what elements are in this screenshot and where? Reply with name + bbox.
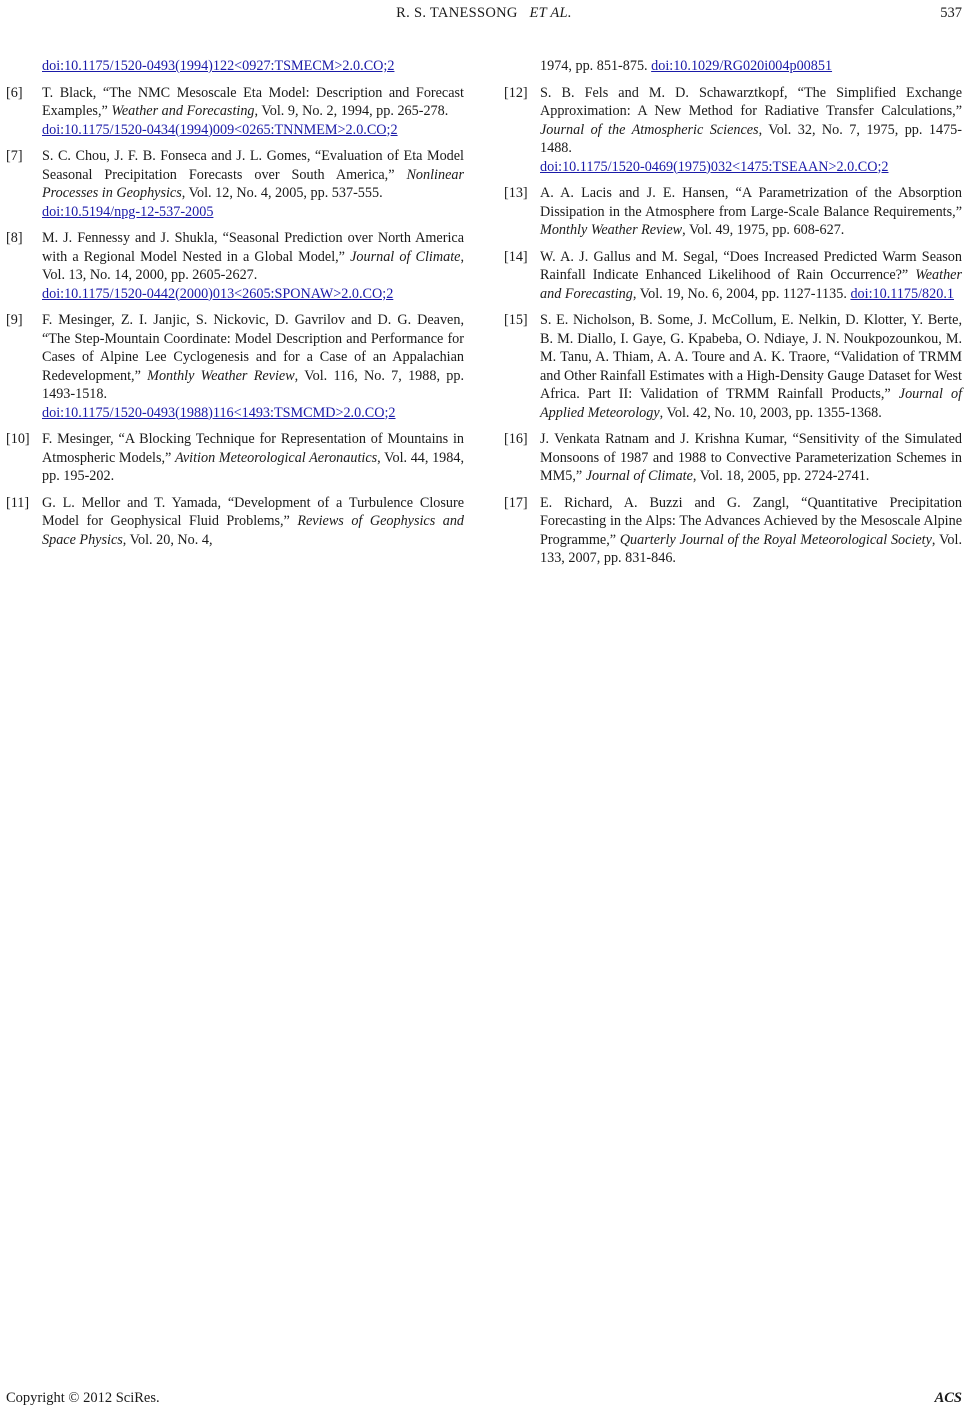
reference-item <box>504 184 962 240</box>
reference-body <box>540 184 962 240</box>
reference-item <box>504 311 962 422</box>
reference-item <box>6 430 464 486</box>
reference-item <box>504 248 962 304</box>
reference-body <box>540 430 962 486</box>
reference-details: , Vol. 42, No. 10, 2003, pp. 1355-1368. <box>659 404 882 421</box>
reference-number: [17] <box>504 494 528 511</box>
reference-details: , Vol. 49, 1975, pp. 608-627. <box>682 222 845 238</box>
journal-abbrev: ACS <box>934 1390 962 1406</box>
reference-authors-title: A. A. Lacis and J. E. Hansen, “A Parametrization of the Absorption Dissipation in the Atmosphere from Large-Scale Balance Requirements,” <box>540 185 962 220</box>
doi-link[interactable]: doi:10.1175/820.1 <box>850 285 954 302</box>
reference-journal: Monthly Weather Review <box>540 222 683 238</box>
page-header <box>0 4 968 24</box>
reference-journal: Avition Meteorological Aeronautics <box>174 449 378 466</box>
reference-number: [14] <box>504 248 528 265</box>
reference-authors-title: F. Mesinger, “A Blocking Technique for Representation of Mountains in Atmospheric Models,” <box>42 431 464 466</box>
reference-body <box>540 311 962 422</box>
reference-body <box>540 84 962 177</box>
reference-number: [13] <box>504 185 528 201</box>
reference-journal: Quarterly Journal of the Royal Meteorological Society <box>619 531 932 548</box>
reference-details: , Vol. 13, No. 14, 2000, pp. 2605-2627. <box>42 248 464 283</box>
reference-details: , Vol. 12, No. 4, 2005, pp. 537-555. <box>181 185 383 201</box>
reference-authors-title: E. Richard, A. Buzzi and G. Zangl, “Quantitative Precipitation Forecasting in the Alps: The Advances Achieved by the Mesoscale Alpine Programme,” <box>540 494 962 548</box>
reference-item <box>6 147 464 221</box>
reference-details: , Vol. 9, No. 2, 1994, pp. 265-278. <box>254 103 449 119</box>
reference-details: , Vol. 32, No. 7, 1975, pp. 1475-1488. <box>540 121 962 156</box>
reference-item <box>6 84 464 140</box>
reference-authors-title: W. A. J. Gallus and M. Segal, “Does Increased Predicted Warm Season Rainfall Indicate Enhanced Likelihood of Rain Occurrence?” <box>540 248 962 283</box>
reference-journal: Journal of Climate <box>350 248 461 265</box>
reference-journal: Journal of Climate <box>585 468 693 484</box>
reference-item <box>504 494 962 568</box>
reference-authors-title: T. Black, “The NMC Mesoscale Eta Model: Description and Forecast Examples,” <box>42 84 464 119</box>
running-head-author: R. S. TANESSONG <box>396 5 518 21</box>
reference-details: , Vol. 20, No. 4, <box>122 531 213 548</box>
page-footer <box>6 1389 962 1409</box>
reference-authors-title: J. Venkata Ratnam and J. Krishna Kumar, “Sensitivity of the Simulated Monsoons of 1987 and 1988 to Convective Parameterization Schemes in MM5,” <box>540 431 962 484</box>
reference-details: , Vol. 19, No. 6, 2004, pp. 1127-1135. <box>632 285 851 302</box>
reference-item <box>504 84 962 177</box>
reference-body <box>42 311 464 422</box>
reference-number: [16] <box>504 431 528 447</box>
doi-link[interactable]: doi:10.1175/1520-0493(1994)122<0927:TSMECM>2.0.CO;2 <box>42 58 395 74</box>
continued-reference <box>6 57 464 76</box>
reference-journal: Weather and Forecasting <box>111 103 255 119</box>
reference-item <box>504 430 962 486</box>
reference-journal: Weather and Forecasting <box>540 267 962 302</box>
doi-link[interactable]: doi:10.5194/npg-12-537-2005 <box>42 203 214 220</box>
reference-body <box>540 494 962 568</box>
running-head-etal: ET AL. <box>529 5 572 21</box>
reference-authors-title: F. Mesinger, Z. I. Janjic, S. Nickovic, D. Gavrilov and D. G. Deaven, “The Step-Mountain Coordinate: Model Description and Performance for Cases of Alpine Lee Cyclogenesis and for a Case of an Appalachian Redevelopment,” <box>42 312 464 384</box>
reference-number: [9] <box>6 312 23 328</box>
reference-authors-title: S. C. Chou, J. F. B. Fonseca and J. L. Gomes, “Evaluation of Eta Model Seasonal Precipitation Forecasts over South America,” <box>42 148 464 183</box>
copyright-notice: Copyright © 2012 SciRes. <box>6 1390 160 1406</box>
reference-body <box>42 229 464 303</box>
reference-details: , Vol. 18, 2005, pp. 2724-2741. <box>692 468 870 484</box>
reference-number: [11] <box>6 494 30 511</box>
running-head <box>0 4 968 23</box>
reference-journal: Nonlinear Processes in Geophysics <box>42 166 464 201</box>
reference-details: , Vol. 116, No. 7, 1988, pp. 1493-1518. <box>42 367 464 402</box>
doi-link[interactable]: doi:10.1175/1520-0442(2000)013<2605:SPONAW>2.0.CO;2 <box>42 285 394 302</box>
reference-journal: Reviews of Geophysics and Space Physics <box>42 513 465 548</box>
reference-details: , Vol. 133, 2007, pp. 831-846. <box>540 531 962 566</box>
reference-body <box>42 494 464 550</box>
reference-item <box>6 311 464 422</box>
reference-number: [7] <box>6 148 23 164</box>
reference-body <box>42 147 464 221</box>
doi-link[interactable]: doi:10.1175/1520-0493(1988)116<1493:TSMCMD>2.0.CO;2 <box>42 404 396 421</box>
doi-link[interactable]: doi:10.1175/1520-0434(1994)009<0265:TNNMEM>2.0.CO;2 <box>42 121 398 138</box>
reference-number: [6] <box>6 84 23 101</box>
doi-link[interactable]: doi:10.1175/1520-0469(1975)032<1475:TSEAAN>2.0.CO;2 <box>540 158 889 175</box>
reference-body <box>42 430 464 486</box>
reference-number: [8] <box>6 230 23 246</box>
reference-authors-title: G. L. Mellor and T. Yamada, “Development of a Turbulence Closure Model for Geophysical Fluid Problems,” <box>42 494 464 529</box>
reference-number: [12] <box>504 84 528 101</box>
reference-body <box>42 84 464 140</box>
reference-journal: Journal of Applied Meteorology <box>540 386 963 421</box>
reference-item <box>6 229 464 303</box>
reference-list-right <box>504 84 962 568</box>
reference-number: [10] <box>6 431 30 447</box>
reference-details: , Vol. 44, 1984, pp. 195-202. <box>42 449 464 484</box>
reference-authors-title: S. B. Fels and M. D. Schawarztkopf, “The Simplified Exchange Approximation: A New Method for Radiative Transfer Calculations,” <box>540 84 962 119</box>
reference-journal: Monthly Weather Review <box>147 367 295 384</box>
doi-link[interactable]: doi:10.1029/RG020i004p00851 <box>651 58 833 74</box>
reference-authors-title: S. E. Nicholson, B. Some, J. McCollum, E. Nelkin, D. Klotter, Y. Berte, B. M. Diallo, I. Gaye, G. Kpabeba, O. Ndiaye, J. N. Noukpozounkou, M. M. Tanu, A. Thiam, A. A. Toure and A. K. Traore, “Validation of TRMM and Other Rainfall Estimates with a High-Density Gauge Dataset for West Africa. Part II: Validation of TRMM Rainfall Products,” <box>540 312 962 402</box>
continued-reference <box>504 57 962 76</box>
reference-body <box>540 248 962 304</box>
reference-authors-title: M. J. Fennessy and J. Shukla, “Seasonal Prediction over North America with a Regional Model Nested in a Global Model,” <box>42 230 464 265</box>
reference-journal: Journal of the Atmospheric Sciences <box>540 121 759 138</box>
page-number: 537 <box>940 5 962 21</box>
reference-list-left <box>6 84 464 550</box>
continuation-text: 1974, pp. 851-875. <box>540 58 652 74</box>
reference-item <box>6 494 464 550</box>
left-column <box>6 57 464 557</box>
reference-number: [15] <box>504 312 528 328</box>
right-column <box>504 57 962 576</box>
